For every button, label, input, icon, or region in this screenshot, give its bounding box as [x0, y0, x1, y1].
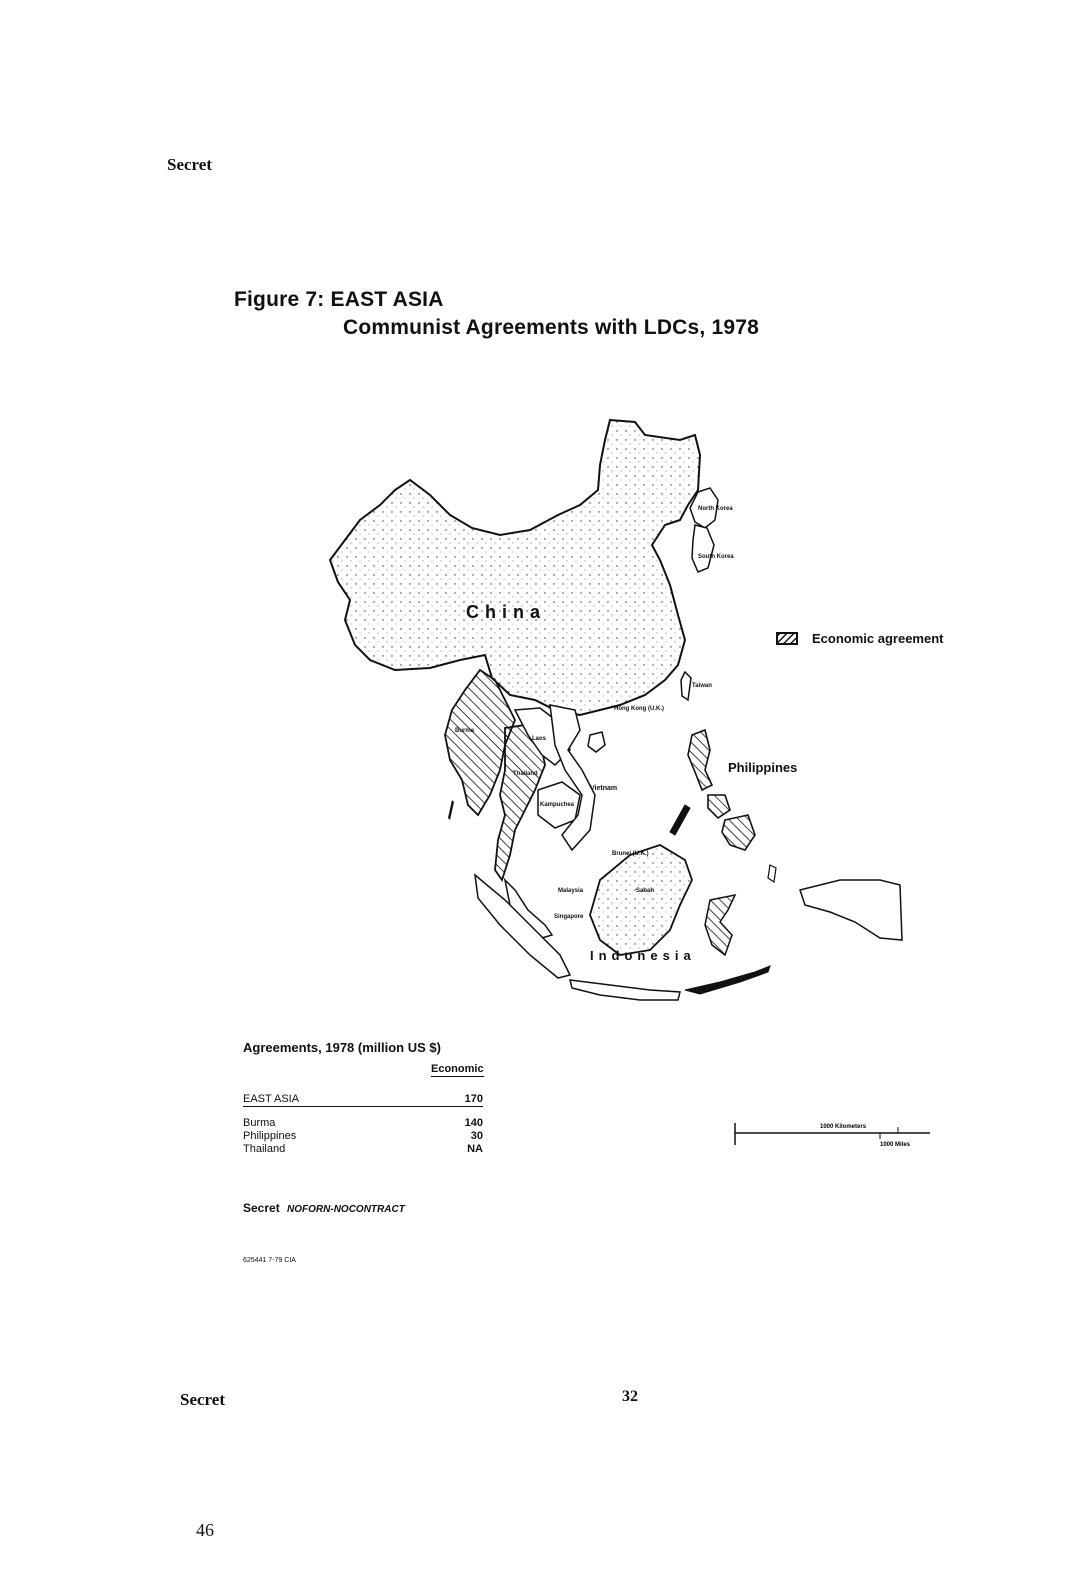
philippines-luzon-shape	[688, 730, 712, 790]
region-value: 170	[464, 1093, 483, 1105]
column-header-economic: Economic	[431, 1063, 484, 1075]
classification-caveat: NOFORN-NOCONTRACT	[287, 1204, 405, 1215]
table-row-region	[243, 1093, 483, 1107]
sumatra-shape	[475, 875, 570, 978]
scale-km-label: 1000 Kilometers	[820, 1124, 867, 1130]
row-value: NA	[467, 1143, 483, 1155]
row-name: Burma	[243, 1117, 276, 1129]
label-singapore: Singapore	[554, 914, 584, 920]
map-legend	[776, 631, 944, 646]
label-sabah: Sabah	[636, 888, 655, 894]
region-name: EAST ASIA	[243, 1093, 300, 1105]
label-taiwan: Taiwan	[692, 683, 712, 689]
hainan-shape	[588, 732, 605, 752]
scale-bar	[730, 1115, 940, 1155]
label-indonesia: Indonesia	[590, 948, 696, 963]
china-shape	[330, 420, 700, 715]
vietnam-shape	[550, 705, 595, 850]
footer-classification: Secret	[180, 1390, 225, 1409]
table-title: Agreements, 1978 (million US $)	[243, 1040, 441, 1055]
scale-mi-label: 1000 Miles	[880, 1142, 911, 1148]
moluccas-shape	[768, 865, 776, 882]
label-burma: Burma	[455, 728, 475, 734]
row-name: Philippines	[243, 1130, 297, 1142]
table-row	[243, 1143, 483, 1156]
label-malaysia: Malaysia	[558, 888, 584, 894]
row-value: 140	[464, 1117, 483, 1129]
scale-bar-svg	[730, 1115, 940, 1155]
label-kampuchea: Kampuchea	[540, 802, 575, 808]
figure-number: Figure 7:	[234, 288, 325, 311]
label-laos: Laos	[532, 736, 547, 742]
label-brunei: Brunei (U.K.)	[612, 851, 649, 857]
borneo-shape	[590, 845, 692, 955]
new-guinea-shape	[800, 880, 902, 940]
folio-number: 46	[196, 1520, 214, 1540]
row-name: Thailand	[243, 1143, 286, 1155]
hatch-swatch-icon	[776, 632, 798, 645]
andaman-shape	[448, 800, 454, 820]
figure-region: EAST ASIA	[330, 288, 444, 311]
label-hong-kong: Hong Kong (U.K.)	[614, 706, 664, 712]
label-philippines: Philippines	[728, 760, 798, 775]
label-south-korea: South Korea	[698, 554, 734, 560]
map-svg	[300, 410, 940, 1010]
classification-level: Secret	[243, 1201, 280, 1215]
philippines-mindanao-shape	[722, 815, 755, 850]
row-value: 30	[470, 1130, 483, 1142]
label-thailand: Thailand	[513, 771, 538, 777]
label-china: China	[466, 602, 547, 622]
table-row	[243, 1117, 483, 1130]
east-asia-map	[300, 410, 940, 1010]
page-number: 32	[622, 1388, 638, 1405]
legend-label: Economic agreement	[812, 631, 944, 646]
palawan-shape	[670, 805, 690, 835]
sulawesi-shape	[705, 895, 735, 955]
header-classification: Secret	[167, 155, 212, 174]
label-vietnam: Vietnam	[590, 785, 618, 792]
south-korea-shape	[692, 525, 714, 572]
production-code: 625441 7-79 CIA	[243, 1257, 296, 1264]
java-shape	[570, 980, 680, 1000]
lesser-sunda-shape	[685, 966, 770, 994]
classification-line	[243, 1201, 405, 1215]
figure-title	[234, 286, 759, 342]
figure-subtitle: Communist Agreements with LDCs, 1978	[343, 316, 760, 339]
table-row	[243, 1130, 483, 1143]
taiwan-shape	[681, 672, 691, 700]
label-north-korea: North Korea	[698, 506, 733, 512]
philippines-visayas-shape	[708, 795, 730, 818]
